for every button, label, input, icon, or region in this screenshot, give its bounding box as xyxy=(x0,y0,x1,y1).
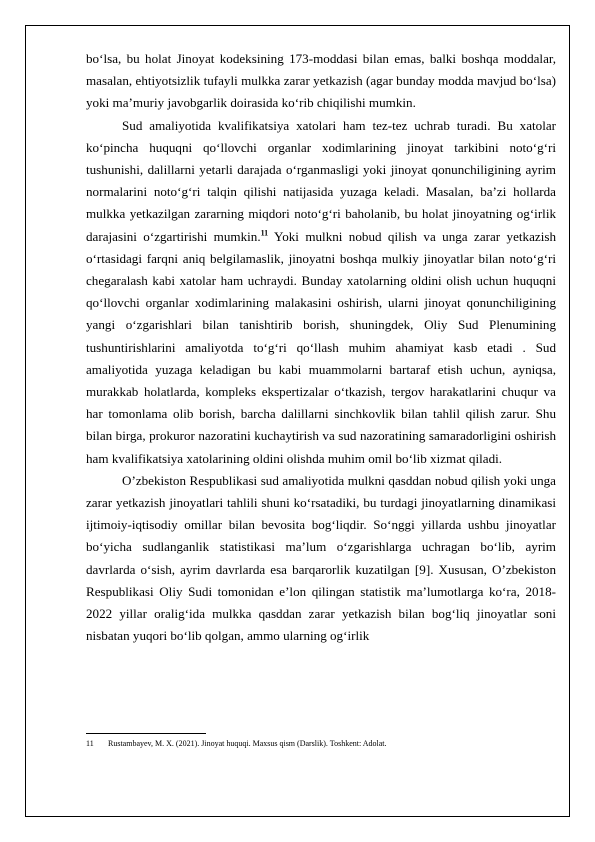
paragraph-1: boʻlsa, bu holat Jinoyat kodeksining 173-moddasi bilan emas, balki boshqa moddalar, masalan, ehtiyotsizlik tufayli mulkka zarar yetkazish (agar bunday modda mavjud boʻlsa) yoki maʼmuriy javobgarlik doirasida koʻrib chiqilishi mumkin. xyxy=(86,51,556,111)
paragraph-2 xyxy=(86,115,556,470)
footnote-reference[interactable]: 11 xyxy=(260,228,269,238)
document-body xyxy=(86,48,556,647)
footnote-number: 11 xyxy=(86,739,94,748)
footnote-text: Rustambayev, M. X. (2021). Jinoyat huquqi. Maxsus qism (Darslik). Toshkent: Adolat. xyxy=(108,739,387,748)
footnote xyxy=(86,738,556,749)
footnote-separator xyxy=(86,733,206,734)
paragraph-3: O’zbekiston Respublikasi sud amaliyotida mulkni qasddan nobud qilish yoki unga zarar yetkazish jinoyatlari tahlili shuni ko‘rsatadiki, bu turdagi jinoyatlarning dinamikasi ijtimoiy-iqtisodiy omillar bilan bevosita bog‘liqdir. So‘nggi yillarda ushbu jinoyatlar bo‘yicha sudlanganlik statistikasi ma’lum o‘zgarishlarga uchragan bo‘lib, ayrim davrlarda o‘sish, ayrim davrlarda esa barqarorlik kuzatilgan [9]. Xususan, O’zbekiston Respublikasi Oliy Sudi tomonidan e’lon qilingan statistik ma’lumotlarga ko‘ra, 2018-2022 yillar oralig‘ida mulkka qasddan zarar yetkazish bilan bog‘liq jinoyatlar soni nisbatan yuqori bo‘lib qolgan, ammo ularning og‘irlik xyxy=(86,472,556,644)
paragraph-2-text-before: Sud amaliyotida kvalifikatsiya xatolari ham tez-tez uchrab turadi. Bu xatolar koʻpincha huquqni qoʻllovchi organlar xodimlarining jinoyat tarkibini notoʻgʻri tushunishi, dalillarni yetarli darajada oʻrganmasligi yoki jinoyat qonunchiligining ayrim normalarini notoʻgʻri talqin qilishi natijasida yuzaga keladi. Masalan, baʼzi hollarda mulkka yetkazilgan zararning miqdori notoʻgʻri baholanib, bu holat jinoyatning ogʻirlik darajasini oʻzgartirishi mumkin. xyxy=(86,117,556,244)
paragraph-2-text-after: Yoki mulkni nobud qilish va unga zarar yetkazish oʻrtasidagi farqni aniq belgilamaslik, jinoyatni boshqa mulkiy jinoyatlar bilan notoʻgʻri chegaralash kabi xatolar ham uchraydi. Bunday xatolarning oldini olish uchun huquqni qoʻllovchi organlar xodimlarining malakasini oshirish, ularni jinoyat qonunchiligining yangi oʻzgarishlari bilan tanishtirib borish, shuningdek, Oliy Sud Plenumining tushuntirishlarini amaliyotda toʻgʻri qoʻllash muhim ahamiyat kasb etadi . Sud amaliyotida yuzaga keladigan bu kabi muammolarni bartaraf etish uchun, ayniqsa, murakkab holatlarda, kompleks ekspertizalar oʻtkazish, tergov harakatlarini chuqur va har tomonlama olib borish, barcha dalillarni sinchkovlik bilan tahlil qilish zarur. Shu bilan birga, prokuror nazoratini kuchaytirish va sud nazoratining samaradorligini oshirish ham kvalifikatsiya xatolarining oldini olishda muhim omil boʻlib xizmat qiladi. xyxy=(86,228,556,466)
